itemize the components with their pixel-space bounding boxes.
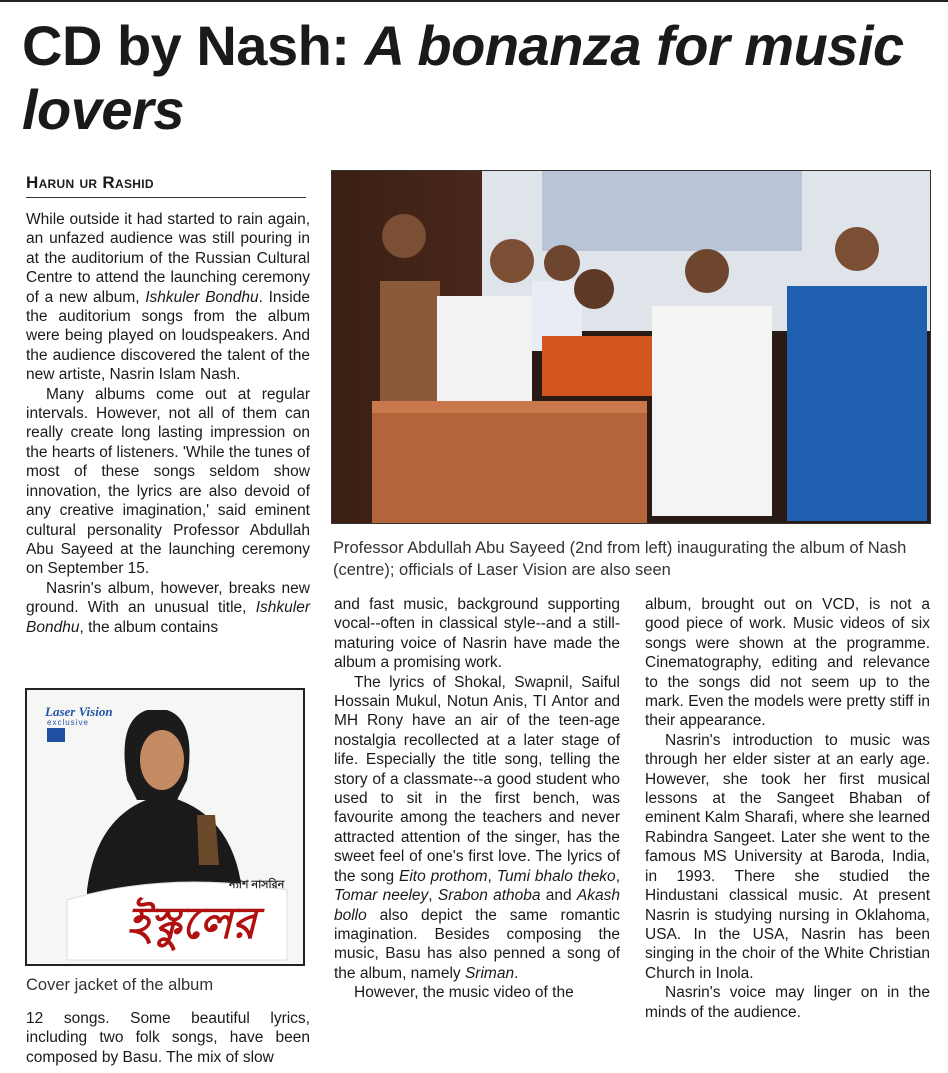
paragraph-8: album, brought out on VCD, is not a good piece of work. Music videos of six songs were shown at the programme. Cinematography, editing and relevance to the songs did not seem up to the mark. Even the models were pretty stiff in their appearance. bbox=[645, 596, 930, 730]
paragraph-4: 12 songs. Some beautiful lyrics, including two folk songs, have been composed by Basu. The mix of slow bbox=[26, 1010, 310, 1066]
paragraph-5: and fast music, background supporting vocal--often in classical style--and a still-maturing voice of Nasrin have made the album a promising work. bbox=[334, 596, 620, 672]
laser-vision-logo-icon bbox=[47, 728, 65, 742]
song-title: Eito prothom bbox=[399, 867, 488, 885]
column-1-bottom bbox=[26, 1009, 310, 1067]
paragraph-9: Nasrin's introduction to music was through her elder sister at an early age. However, she took her first musical lessons at the Sangeet Bhaban of eminent Kalm Sharafi, where she learned Rabindra Sangeet. Later she went to the famous MS University at Baroda, India, in 1993. There she studied the Hindustani classical music. At present Nasrin is studying nursing in Oklahoma, USA. In the USA, Nasrin has been singing in the choir of the White Christian Church in Inola. bbox=[645, 731, 930, 982]
cover-brand: Laser Vision bbox=[45, 704, 113, 719]
top-rule bbox=[0, 0, 948, 2]
column-3 bbox=[645, 595, 930, 1022]
column-2 bbox=[334, 595, 620, 1003]
song-title: Tomar neeley bbox=[334, 887, 429, 905]
paragraph-1: While outside it had started to rain again, an unfazed audience was still pouring in at the auditorium of the Russian Cultural Centre to attend the launching ceremony of a new album, Ishkuler Bondhu. Inside the auditorium songs from the album were being played on loudspeakers. And the audience discovered the talent of the new artiste, Nasrin Islam Nash. bbox=[26, 211, 310, 384]
cover-title-calligraphy: ইস্কুলের bbox=[127, 899, 257, 948]
song-title: Tumi bhalo theko bbox=[496, 867, 616, 885]
photo-caption: Professor Abdullah Abu Sayeed (2nd from left) inaugurating the album of Nash (centre); officials of Laser Vision are also seen bbox=[333, 539, 907, 579]
column-1-top bbox=[26, 210, 310, 637]
cover-brand-sub: exclusive bbox=[47, 718, 89, 727]
cover-caption: Cover jacket of the album bbox=[26, 976, 214, 994]
headline bbox=[22, 14, 932, 142]
cover-artist-name: ন্যাশ নাসরিন bbox=[229, 879, 285, 891]
paragraph-2: Many albums come out at regular intervals. However, not all of them can really create long lasting impression on the hearts of listeners. 'While the tunes of most of these songs seldom show innovation, the lyrics are also devoid of any creative imagination,' said eminent cultural personality Professor Abdullah Abu Sayeed at the launching ceremony on September 15. bbox=[26, 385, 310, 578]
song-title: Akash bollo bbox=[334, 887, 620, 924]
paragraph-6: The lyrics of Shokal, Swapnil, Saiful Hossain Mukul, Notun Anis, TI Antor and MH Rony have an air of the teen-age nostalgia recollected at a later stage of life. Especially the title song, telling the story of a classmate--a good student who used to sit in the first bench, was favourite among the teachers and never attracted attention of the singer, has the sweet feel of one's first love. The lyrics of the song Eito prothom, Tumi bhalo theko, Tomar neeley, Srabon athoba and Akash bollo also depict the same romantic imagination. Besides composing the music, Basu has also penned a song of the album, namely Sriman. bbox=[334, 673, 620, 982]
paragraph-3: Nasrin's album, however, breaks new ground. With an unusual title, Ishkuler Bondhu, the album contains bbox=[26, 579, 310, 636]
event-photo-art bbox=[332, 171, 931, 524]
paragraph-10: Nasrin's voice may linger on in the minds of the audience. bbox=[645, 984, 930, 1021]
song-title: Sriman bbox=[464, 964, 515, 982]
headline-plain: CD by Nash: bbox=[22, 14, 365, 77]
event-photo bbox=[331, 170, 931, 524]
album-cover-image bbox=[25, 688, 305, 966]
album-title: Ishkuler Bondhu bbox=[145, 288, 259, 306]
byline: Harun ur Rashid bbox=[26, 172, 306, 198]
paragraph-7: However, the music video of the bbox=[354, 984, 574, 1002]
album-title: Ishkuler Bondhu bbox=[26, 599, 310, 636]
song-title: Srabon athoba bbox=[437, 887, 541, 905]
headline-italic: A bonanza for music lovers bbox=[22, 14, 904, 141]
